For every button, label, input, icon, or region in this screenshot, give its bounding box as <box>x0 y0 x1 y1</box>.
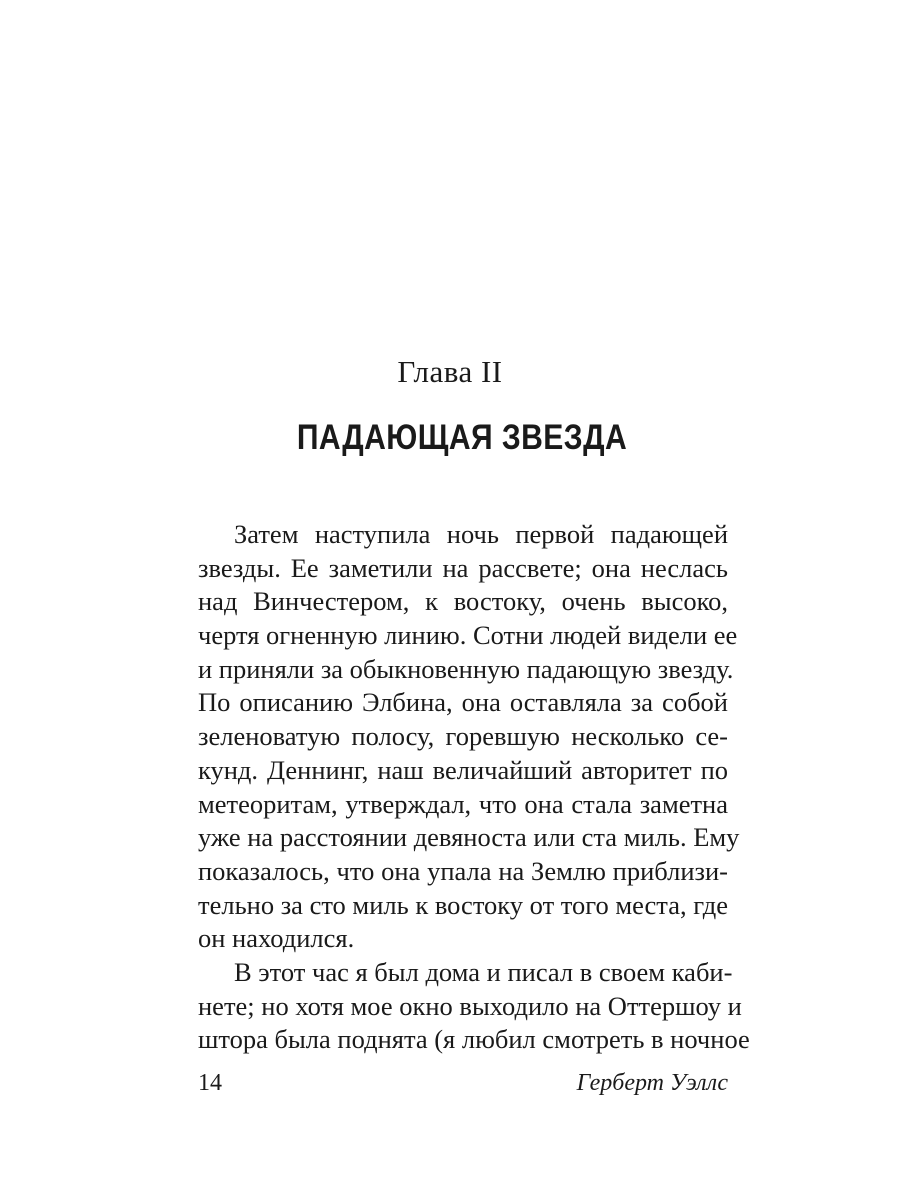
running-footer-author: Герберт Уэллс <box>576 1070 728 1096</box>
text-line: и приняли за обыкновенную падающую звезду. <box>198 653 734 684</box>
text-line: В этот час я был дома и писал в своем каби- <box>234 956 733 987</box>
text-line: звезды. Ее заметили на рассвете; она неслась <box>198 552 728 583</box>
chapter-title: ПАДАЮЩАЯ ЗВЕЗДА <box>296 418 628 457</box>
text-line: нете; но хотя мое окно выходило на Оттершоу и <box>198 990 742 1021</box>
chapter-label: Глава II <box>397 354 503 389</box>
text-line: метеоритам, утверждал, что она стала заметна <box>198 788 728 819</box>
text-line: штора была поднята (я любил смотреть в ночное <box>198 1024 750 1055</box>
text-line: уже на расстоянии девяноста или ста миль. Ему <box>198 822 740 853</box>
text-line: кунд. Деннинг, наш величайший авторитет по <box>198 754 728 785</box>
text-line: он находился. <box>198 923 355 954</box>
text-line: Затем наступила ночь первой падающей <box>234 519 728 549</box>
text-line: По описанию Элбина, она оставляла за собой <box>198 687 728 718</box>
text-line: над Винчестером, к востоку, очень высоко, <box>198 586 728 617</box>
page-number: 14 <box>198 1070 222 1096</box>
body-text <box>198 518 750 1057</box>
text-line: показалось, что она упала на Землю приблизи- <box>198 855 728 886</box>
text-line: чертя огненную линию. Сотни людей видели ее <box>198 620 738 651</box>
text-line: зеленоватую полосу, горевшую несколько се- <box>198 721 728 752</box>
text-line: тельно за сто миль к востоку от того места, где <box>198 889 729 920</box>
